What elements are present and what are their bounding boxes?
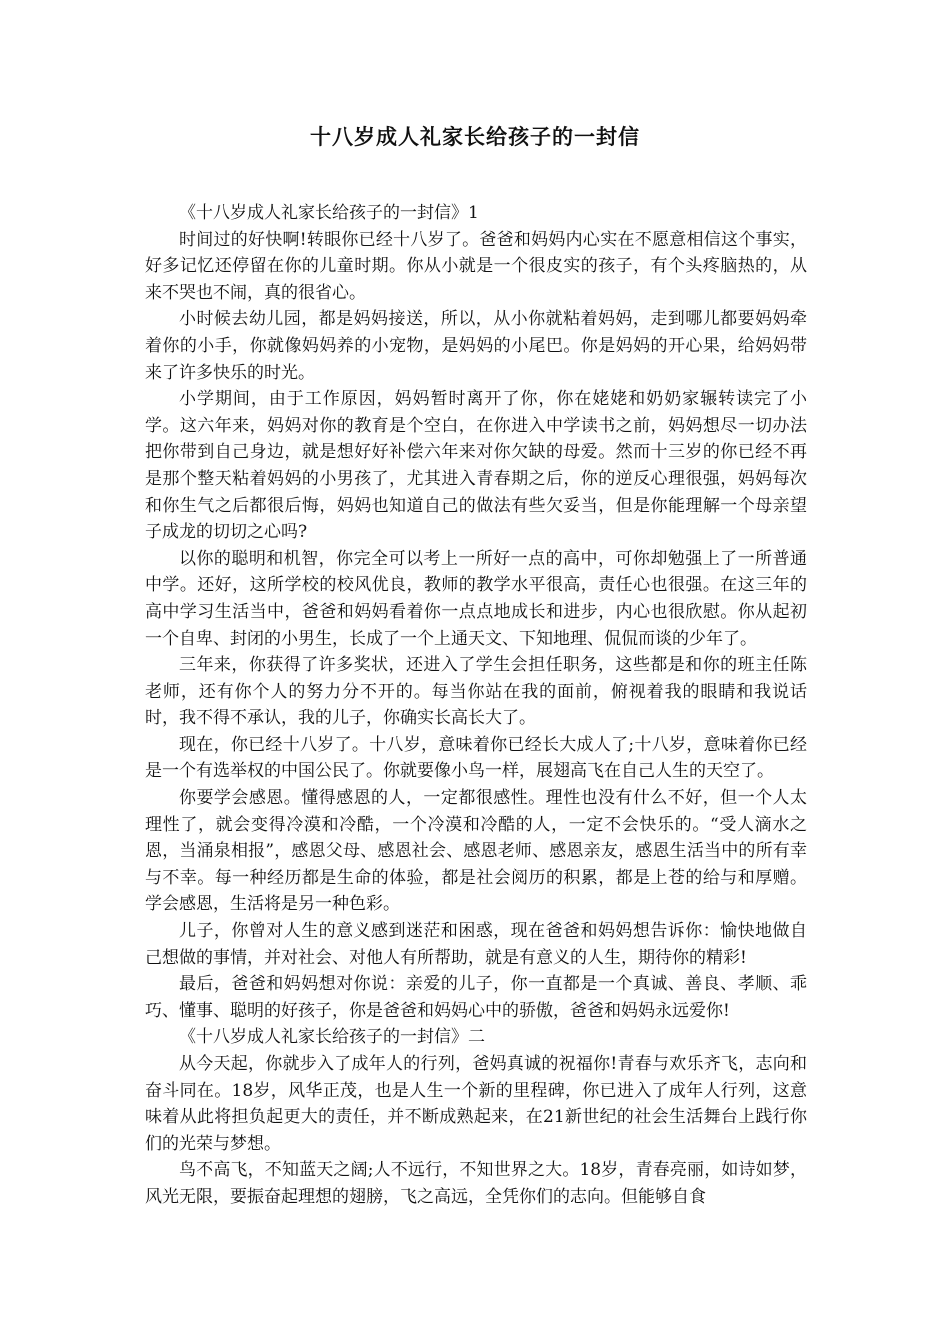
letter-2-paragraph: 从今天起，你就步入了成年人的行列，爸妈真诚的祝福你!青春与欢乐齐飞，志向和奋斗同在。18岁，风华正茂，也是人生一个新的里程碑，你已进入了成年人行列，这意味着从此将担负起更大的责任，并不断成熟起来，在21新世纪的社会生活舞台上践行你们的光荣与梦想。: [145, 1054, 807, 1154]
letter-2-heading: 《十八岁成人礼家长给孩子的一封信》二: [179, 1027, 485, 1048]
document-title: 十八岁成人礼家长给孩子的一封信: [310, 124, 640, 149]
letter-1-paragraph: 小学期间，由于工作原因，妈妈暂时离开了你，你在姥姥和奶奶家辗转读完了小学。这六年来，妈妈对你的教育是个空白，在你进入中学读书之前，妈妈想尽一切办法把你带到自己身边，就是想好好补偿六年来对你欠缺的母爱。然而十三岁的你已经不再是那个整天粘着妈妈的小男孩了，尤其进入青春期之后，你的逆反心理很强，妈妈每次和你生气之后都很后悔，妈妈也知道自己的做法有些欠妥当，但是你能理解一个母亲望子成龙的切切之心吗?: [145, 389, 807, 543]
letter-1-paragraph: 时间过的好快啊!转眼你已经十八岁了。爸爸和妈妈内心实在不愿意相信这个事实，好多记忆还停留在你的儿童时期。你从小就是一个很皮实的孩子，有个头疼脑热的，从来不哭也不闹，真的很省心。: [145, 229, 807, 303]
document-body: [145, 200, 807, 1211]
letter-1-paragraph: 最后，爸爸和妈妈想对你说：亲爱的儿子，你一直都是一个真诚、善良、孝顺、乖巧、懂事、聪明的好孩子，你是爸爸和妈妈心中的骄傲，爸爸和妈妈永远爱你!: [145, 974, 807, 1021]
letter-2-paragraph: 鸟不高飞，不知蓝天之阔;人不远行，不知世界之大。18岁，青春亮丽，如诗如梦，风光无限，要振奋起理想的翅膀，飞之高远，全凭你们的志向。但能够自食: [145, 1160, 807, 1207]
letter-1-paragraph: 现在，你已经十八岁了。十八岁，意味着你已经长大成人了;十八岁，意味着你已经是一个有选举权的中国公民了。你就要像小鸟一样，展翅高飞在自己人生的天空了。: [145, 734, 807, 782]
letter-1-paragraph: 三年来，你获得了许多奖状，还进入了学生会担任职务，这些都是和你的班主任陈老师，还有你个人的努力分不开的。每当你站在我的面前，俯视着我的眼睛和我说话时，我不得不承认，我的儿子，你确实长高长大了。: [145, 655, 807, 729]
letter-1-paragraph: 以你的聪明和机智，你完全可以考上一所好一点的高中，可你却勉强上了一所普通中学。还好，这所学校的校风优良，教师的教学水平很高，责任心也很强。在这三年的高中学习生活当中，爸爸和妈妈看着你一点点地成长和进步，内心也很欣慰。你从起初一个自卑、封闭的小男生，长成了一个上通天文、下知地理、侃侃而谈的少年了。: [145, 548, 807, 649]
letter-1-paragraph: 你要学会感恩。懂得感恩的人，一定都很感性。理性也没有什么不好，但一个人太理性了，就会变得冷漠和冷酷，一个冷漠和冷酷的人，一定不会快乐的。“受人滴水之恩，当涌泉相报”，感恩父母、感恩社会、感恩老师、感恩亲友，感恩生活当中的所有幸与不幸。每一种经历都是生命的体验，都是社会阅历的积累，都是上苍的给与和厚赠。学会感恩，生活将是另一种色彩。: [145, 788, 807, 915]
letter-1-heading: 《十八岁成人礼家长给孩子的一封信》1: [179, 203, 479, 223]
letter-1-paragraph: 小时候去幼儿园，都是妈妈接送，所以，从小你就粘着妈妈，走到哪儿都要妈妈牵着你的小手，你就像妈妈养的小宠物，是妈妈的小尾巴。你是妈妈的开心果，给妈妈带来了许多快乐的时光。: [145, 309, 807, 383]
letter-1-paragraph: 儿子，你曾对人生的意义感到迷茫和困惑，现在爸爸和妈妈想告诉你：愉快地做自己想做的事情，并对社会、对他人有所帮助，就是有意义的人生，期待你的精彩!: [145, 921, 807, 968]
